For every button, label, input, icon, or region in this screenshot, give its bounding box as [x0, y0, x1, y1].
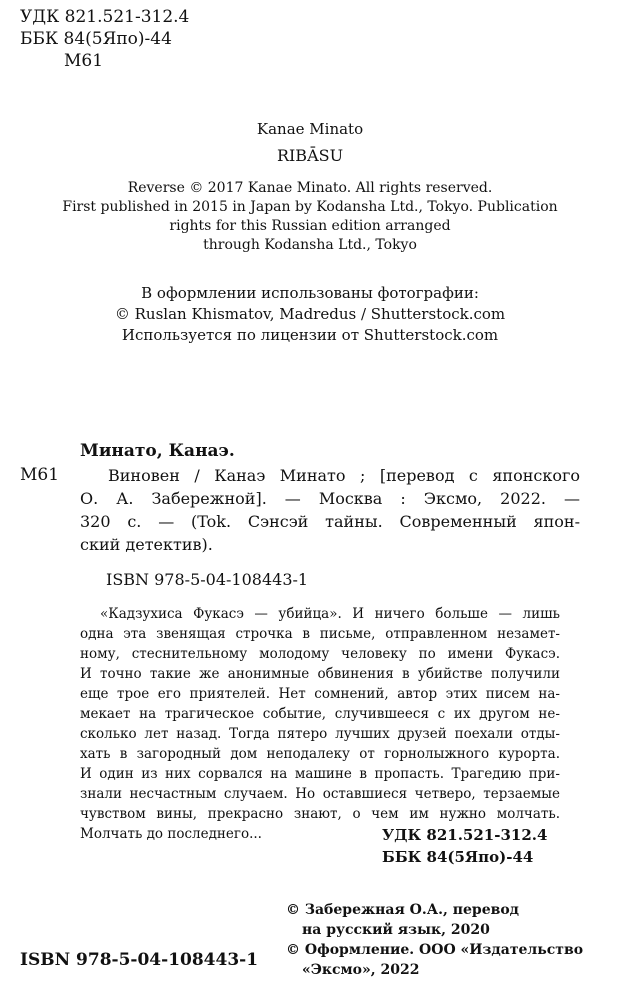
isbn-bold: ISBN 978-5-04-108443-1: [20, 950, 259, 970]
annotation-line: И точно такие же анонимные обвинения в убийстве получили: [80, 666, 560, 682]
copyright-line: © Забережная О.А., перевод: [286, 902, 519, 918]
record-line: 320 с. — (Tok. Сэнсэй тайны. Современный япон-: [80, 512, 580, 531]
record-mark: М61: [20, 465, 60, 485]
original-author: Kanae Minato: [256, 120, 364, 138]
record-isbn: ISBN 978-5-04-108443-1: [106, 570, 309, 589]
photo-credit-line: Используется по лицензии от Shutterstock.com: [121, 326, 499, 344]
annotation-line: знали несчастным случаем. Но оставшиеся четверо, терзаемые: [80, 786, 560, 802]
annotation-line: сколько лет назад. Тогда пятеро лучших друзей поехали отды-: [80, 726, 560, 742]
copyright-line: на русский язык, 2020: [302, 922, 490, 938]
annotation-line: мекает на трагическое событие, случившееся с их другом не-: [80, 706, 560, 722]
photo-credits: [0, 283, 620, 346]
copyright-line: «Эксмо», 2022: [302, 962, 420, 978]
annotation-line: ному, стеснительному молодому человеку по имени Фукасэ.: [80, 646, 560, 662]
bbk-code: ББК 84(5Япо)-44: [20, 29, 172, 49]
record-line: Виновен / Канаэ Минато ; [перевод с японского: [108, 466, 580, 485]
rights-notice: [0, 179, 620, 255]
annotation-line: Молчать до последнего...: [80, 826, 262, 842]
annotation-line: хать в загородный дом неподалеку от горнолыжного курорта.: [80, 746, 560, 762]
annotation-line: чувством вины, прекрасно знают, о чем им нужно молчать.: [80, 806, 560, 822]
rights-line: rights for this Russian edition arranged: [169, 218, 451, 234]
rights-line: First published in 2015 in Japan by Kodansha Ltd., Tokyo. Publication: [62, 199, 558, 215]
bottom-udk-code: УДК 821.521-312.4: [382, 826, 548, 844]
copyright-line: © Оформление. ООО «Издательство: [286, 942, 584, 958]
record-line: ский детектив).: [80, 535, 213, 554]
annotation-line: «Кадзухиса Фукасэ — убийца». И ничего больше — лишь: [100, 606, 560, 622]
rights-line: Reverse © 2017 Kanae Minato. All rights reserved.: [127, 180, 493, 196]
original-title: RIBĀSU: [276, 146, 344, 165]
annotation: [80, 604, 560, 844]
photo-credit-line: В оформлении использованы фотографии:: [141, 284, 479, 302]
copyright-block: [286, 900, 583, 980]
author-mark: М61: [64, 51, 104, 71]
rights-line: through Kodansha Ltd., Tokyo: [203, 237, 417, 253]
annotation-line: И один из них сорвался на машине в пропасть. Трагедию при-: [80, 766, 560, 782]
top-classification-codes: [20, 6, 189, 72]
photo-credit-line: © Ruslan Khismatov, Madredus / Shutterstock.com: [114, 305, 506, 323]
udk-code: УДК 821.521-312.4: [20, 7, 190, 27]
record-heading: Минато, Канаэ.: [80, 441, 235, 461]
bibliographic-record: [80, 464, 580, 556]
annotation-line: еще трое его приятелей. Нет сомнений, автор этих писем на-: [80, 686, 560, 702]
bottom-classification-codes: [382, 824, 547, 868]
record-line: О. А. Забережной]. — Москва : Эксмо, 2022. —: [80, 489, 580, 508]
annotation-line: одна эта звенящая строчка в письме, отправленном незамет-: [80, 626, 560, 642]
bottom-bbk-code: ББК 84(5Япо)-44: [382, 848, 534, 866]
